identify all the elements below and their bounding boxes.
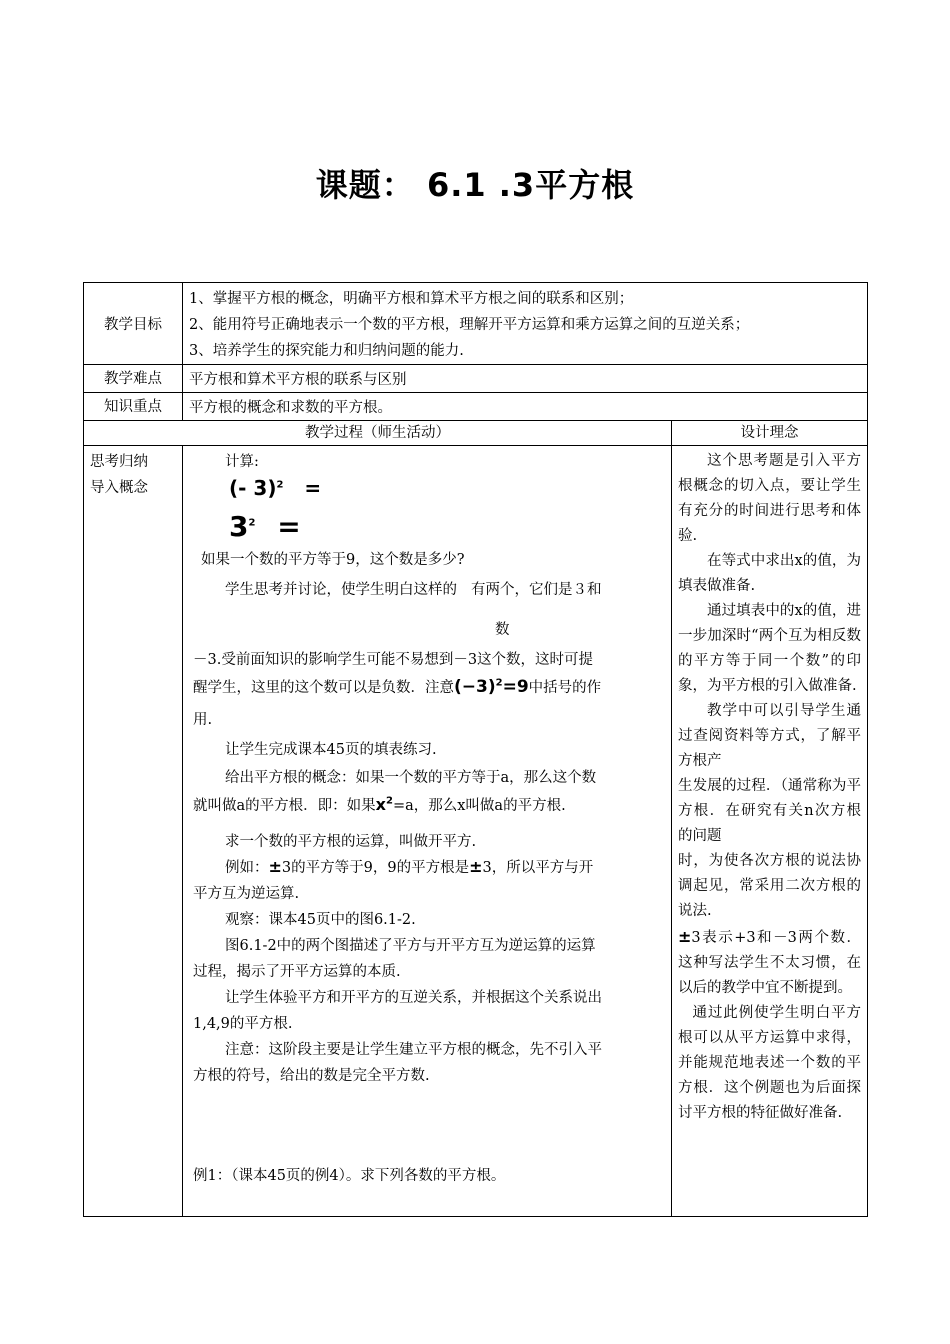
paragraph-line: 就叫做a的平方根．即：如果$x^2=a$，那么x叫做a的平方根.: [193, 795, 566, 814]
plus-minus-icon: ±: [678, 927, 692, 946]
plus-minus-icon: ±: [268, 857, 282, 876]
design-paragraph: 通过填表中的x的值，进一步加深时“两个互为相反数的平方等于同一个数”的印象，为平方根的引入做准备.: [678, 603, 862, 694]
paragraph-line: 例如：±3的平方等于9，9的平方根是±3，所以平方与开: [225, 857, 594, 876]
paragraph-line: 平方互为逆运算.: [193, 886, 300, 902]
example-line: 例1：（课本45页的例4）。求下列各数的平方根。: [193, 1168, 506, 1184]
difficulty-row: [84, 365, 868, 393]
goals-label: 教学目标: [84, 283, 183, 365]
calc-label: 计算:: [225, 454, 259, 470]
paragraph-line: 让学生体验平方和开平方的互逆关系，并根据这个关系说出: [225, 990, 602, 1006]
paragraph-line: 1,4,9的平方根.: [193, 1016, 293, 1032]
process-cell: [183, 446, 672, 1217]
design-paragraph: 通过此例使学生明白平方根可以从平方运算中求得，并能规范地表述一个数的平方根．这个例题也为后面探讨平方根的特征做好准备.: [678, 1005, 862, 1121]
goal-item: 3、培养学生的探究能力和归纳问题的能力.: [189, 343, 464, 359]
design-paragraph: ±3表示+3和－3两个数．这种写法学生不太习惯，在以后的教学中宜不断提到。: [678, 927, 862, 996]
design-paragraph: 生发展的过程．（通常称为平方根．在研究有关n次方根的问题: [678, 778, 862, 844]
page-title: 课题： 6.1 .3平方根: [315, 166, 635, 204]
paragraph-line: －3.受前面知识的影响学生可能不易想到－3这个数，这时可提: [193, 652, 594, 668]
keypoint-text: 平方根的概念和求数的平方根。: [183, 393, 868, 421]
plus-minus-icon: ±: [469, 857, 483, 876]
goals-row: [84, 283, 868, 365]
math-x-squared: $x^2$: [375, 795, 393, 814]
paragraph-line: 醒学生，这里的这个数可以是负数．注意$(-3)^2=9$中括号的作: [193, 677, 602, 697]
paragraph-line: 用.: [193, 712, 213, 728]
stage-row: [84, 446, 868, 1217]
design-paragraph: 在等式中求出x的值，为填表做准备.: [678, 553, 862, 594]
paragraph-line: 方根的符号，给出的数是完全平方数.: [193, 1068, 430, 1084]
keypoint-label: 知识重点: [84, 393, 183, 421]
stage-line: 思考归纳: [90, 454, 148, 470]
design-cell: [672, 446, 868, 1217]
goal-item: 1、掌握平方根的概念，明确平方根和算术平方根之间的联系和区别；: [189, 291, 634, 307]
stage-label: [84, 446, 183, 1217]
design-content: [672, 446, 867, 1126]
difficulty-text: 平方根和算术平方根的联系与区别: [183, 365, 868, 393]
keypoint-row: [84, 393, 868, 421]
stage-line: 导入概念: [90, 480, 148, 496]
process-header: 教学过程（师生活动）: [84, 421, 672, 446]
design-paragraph: 这个思考题是引入平方根概念的切入点，要让学生有充分的时间进行思考和体验.: [678, 453, 862, 544]
design-header: 设计理念: [672, 421, 868, 446]
paragraph-line: 过程，揭示了开平方运算的本质.: [193, 964, 401, 980]
difficulty-label: 教学难点: [84, 365, 183, 393]
expr-3-squared: $3^2$ =: [229, 510, 301, 543]
math-neg3-squared-eq9: $(-3)^2=9$: [454, 677, 529, 697]
paragraph-line: 注意：这阶段主要是让学生建立平方根的概念，先不引入平: [225, 1042, 602, 1058]
paragraph-line: 观察：课本45页中的图6.1-2.: [225, 912, 416, 928]
question-text: 如果一个数的平方等于9，这个数是多少?: [201, 552, 465, 568]
paragraph-line: 让学生完成课本45页的填表练习.: [225, 742, 437, 758]
goal-item: 2、能用符号正确地表示一个数的平方根，理解开平方运算和乘方运算之间的互逆关系；: [189, 317, 750, 333]
paragraph-line: 求一个数的平方根的运算，叫做开平方.: [225, 834, 477, 850]
header-row: [84, 421, 868, 446]
design-paragraph: 时，为使各次方根的说法协调起见，常采用二次方根的说法.: [678, 853, 862, 919]
lesson-plan-table: [83, 282, 868, 1217]
goals-content: [183, 283, 868, 365]
paragraph-line: 数: [495, 622, 510, 638]
design-paragraph: 教学中可以引导学生通过查阅资料等方式，了解平方根产: [678, 703, 862, 769]
paragraph-line: 学生思考并讨论，使学生明白这样的 有两个，它们是３和: [225, 582, 602, 598]
paragraph-line: 给出平方根的概念：如果一个数的平方等于a，那么这个数: [225, 770, 597, 786]
process-content: [183, 446, 671, 1216]
expr-neg3-squared: (- 3)$^2$ =: [229, 476, 322, 500]
paragraph-line: 图6.1-2中的两个图描述了平方与开平方互为逆运算的运算: [225, 938, 596, 954]
